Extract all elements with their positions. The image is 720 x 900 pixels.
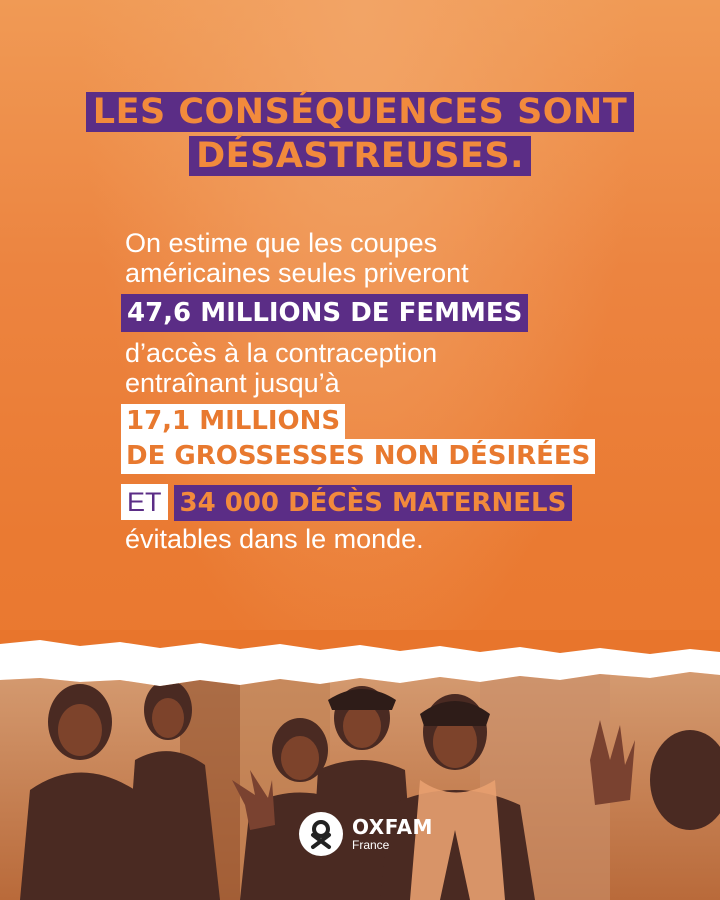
oxfam-logo[interactable] xyxy=(298,808,433,860)
mid-line-1: d’accès à la contraception xyxy=(125,338,438,368)
headline xyxy=(0,90,720,178)
photo-section xyxy=(0,630,720,900)
highlight-women: 47,6 MILLIONS DE FEMMES xyxy=(121,294,528,332)
logo-country: France xyxy=(352,838,390,852)
oxfam-logo-icon xyxy=(298,811,344,857)
mid-line-2: entraînant jusqu’à xyxy=(125,368,340,398)
deaths-row xyxy=(125,484,695,524)
logo-text xyxy=(352,816,433,852)
intro-line-1: On estime que les coupes xyxy=(125,228,438,258)
outro-line: évitables dans le monde. xyxy=(125,524,424,554)
highlight-pregnancies-line-2: DE GROSSESSES NON DÉSIRÉES xyxy=(121,439,595,474)
et-label: ET xyxy=(121,484,168,520)
headline-line-1: LES CONSÉQUENCES SONT xyxy=(86,92,634,132)
logo-name: OXFAM xyxy=(352,815,433,839)
highlight-deaths: 34 000 DÉCÈS MATERNELS xyxy=(174,485,573,521)
body-text xyxy=(125,228,695,554)
headline-line-2: DÉSASTREUSES. xyxy=(189,136,531,176)
highlight-pregnancies-line-1: 17,1 MILLIONS xyxy=(121,404,345,439)
intro-line-2: américaines seules priveront xyxy=(125,258,469,288)
